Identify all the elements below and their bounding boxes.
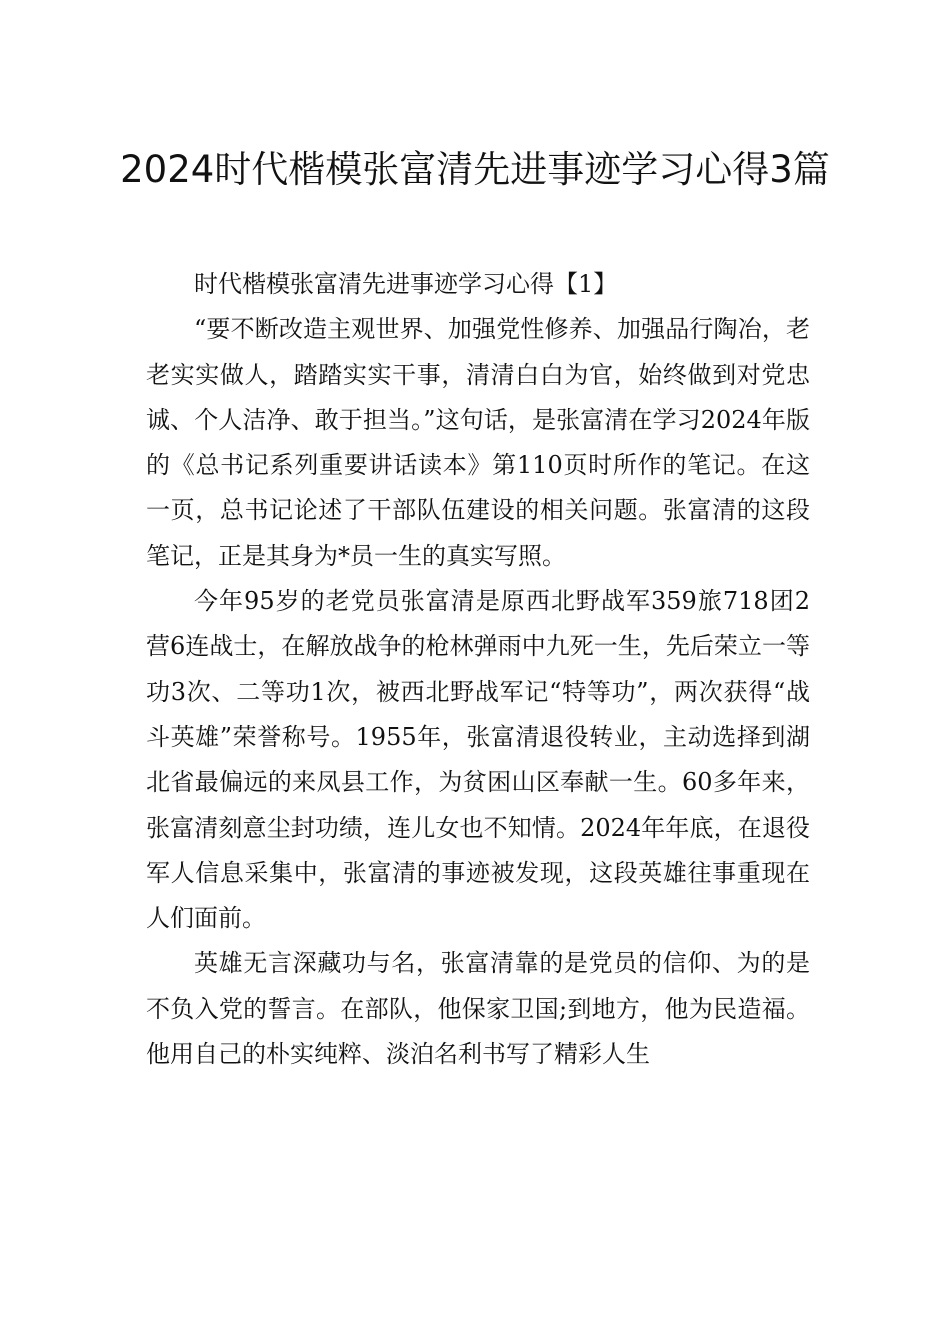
paragraph: 今年95岁的老党员张富清是原西北野战军359旅718团2营6连战士，在解放战争的枪林弹雨中九死一生，先后荣立一等功3次、二等功1次，被西北野战军记“特等功”，两次获得“战斗英雄”荣誉称号。1955年，张富清退役转业，主动选择到湖北省最偏远的来凤县工作，为贫困山区奉献一生。60多年来，张富清刻意尘封功绩，连儿女也不知情。2024年年底，在退役军人信息采集中，张富清的事迹被发现，这段英雄往事重现在人们面前。 xyxy=(146,587,810,933)
section-heading: 时代楷模张富清先进事迹学习心得【1】 xyxy=(194,270,618,298)
paragraph: “要不断改造主观世界、加强党性修养、加强品行陶冶，老老实实做人，踏踏实实干事，清清白白为官，始终做到对党忠诚、个人洁净、敢于担当。”这句话，是张富清在学习2024年版的《总书记系列重要讲话读本》第110页时所作的笔记。在这一页，总书记论述了干部队伍建设的相关问题。张富清的这段笔记，正是其身为*员一生的真实写照。 xyxy=(146,315,810,570)
document-body xyxy=(146,262,810,1077)
document-title: 2024时代楷模张富清先进事迹学习心得3篇 xyxy=(120,147,830,191)
paragraph: 英雄无言深藏功与名，张富清靠的是党员的信仰、为的是不负入党的誓言。在部队，他保家卫国;到地方，他为民造福。他用自己的朴实纯粹、淡泊名利书写了精彩人生 xyxy=(146,949,810,1069)
